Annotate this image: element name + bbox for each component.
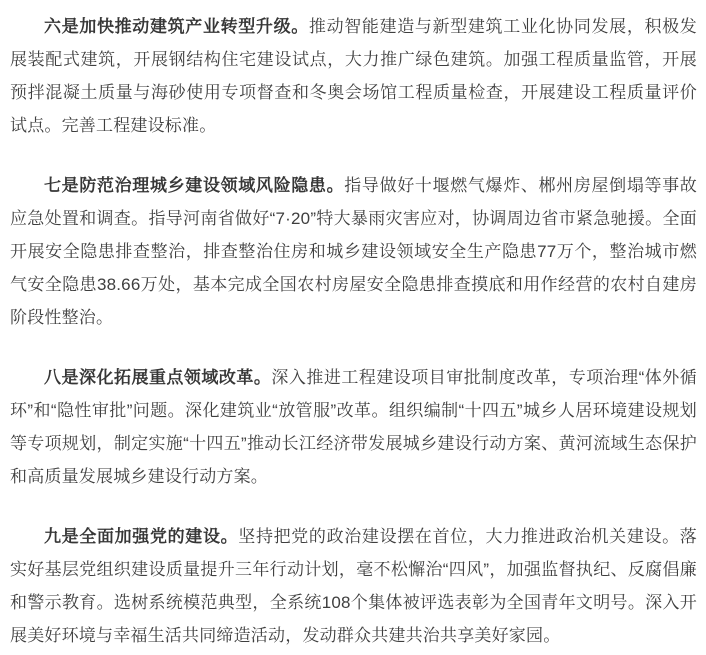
paragraph-7 (10, 169, 697, 334)
paragraph-6-text: 推动智能建造与新型建筑工业化协同发展，积极发展装配式建筑，开展钢结构住宅建设试点，大力推广绿色建筑。加强工程质量监管，开展预拌混凝土质量与海砂使用专项督查和冬奥会场馆工程质量检查，开展建设工程质量评价试点。完善工程建设标准。 (10, 17, 698, 135)
paragraph-6-lead: 六是加快推动建筑产业转型升级。 (44, 17, 309, 36)
paragraph-6 (10, 10, 697, 142)
paragraph-9 (10, 520, 697, 652)
paragraph-8-text: 深入推进工程建设项目审批制度改革，专项治理“体外循环”和“隐性审批”问题。深化建筑业“放管服”改革。组织编制“十四五”城乡人居环境建设规划等专项规划，制定实施“十四五”推动长江经济带发展城乡建设行动方案、黄河流域生态保护和高质量发展城乡建设行动方案。 (10, 368, 697, 486)
paragraph-8-lead: 八是深化拓展重点领域改革。 (44, 368, 272, 387)
paragraph-9-lead: 九是全面加强党的建设。 (44, 527, 239, 546)
paragraph-7-lead: 七是防范治理城乡建设领域风险隐患。 (44, 176, 345, 195)
paragraph-7-text: 指导做好十堰燃气爆炸、郴州房屋倒塌等事故应急处置和调查。指导河南省做好“7·20”特大暴雨灾害应对，协调周边省市紧急驰援。全面开展安全隐患排查整治，排查整治住房和城乡建设领域安全生产隐患77万个，整治城市燃气安全隐患38.66万处，基本完成全国农村房屋安全隐患排查摸底和用作经营的农村自建房阶段性整治。 (10, 176, 698, 327)
paragraph-9-text: 坚持把党的政治建设摆在首位，大力推进政治机关建设。落实好基层党组织建设质量提升三年行动计划，毫不松懈治“四风”，加强监督执纪、反腐倡廉和警示教育。选树系统模范典型，全系统108个集体被评选表彰为全国青年文明号。深入开展美好环境与幸福生活共同缔造活动，发动群众共建共治共享美好家园。 (10, 527, 698, 645)
paragraph-8 (10, 361, 697, 493)
